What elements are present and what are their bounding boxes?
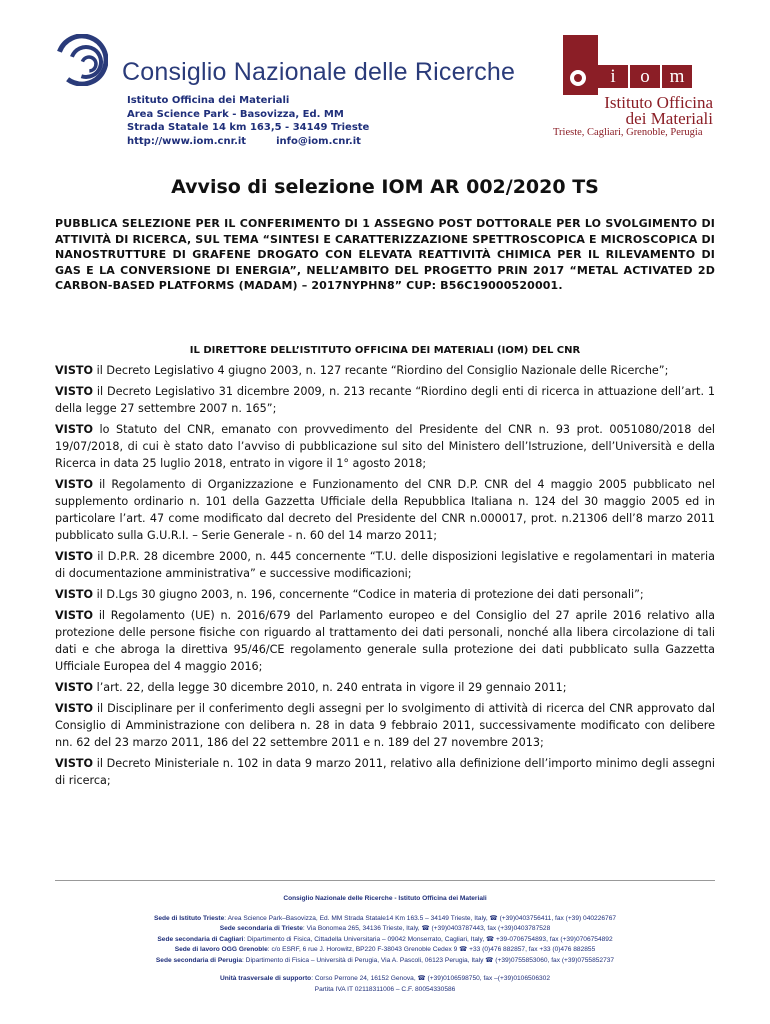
footer-line-label: Sede di Istituto Trieste xyxy=(153,914,225,922)
footer-line xyxy=(0,924,770,935)
footer-line-text: : Via Bonomea 265, 34136 Trieste, Italy, ☎ (+39)0403787443, fax (+39)0403787528 xyxy=(302,925,551,932)
director-heading: IL DIRETTORE DELL’ISTITUTO OFFICINA DEI MATERIALI (IOM) DEL CNR xyxy=(189,345,581,356)
visto-text: il Decreto Legislativo 4 giugno 2003, n. 127 recante “Riordino del Consiglio Nazionale delle Ricerche”; xyxy=(96,364,669,377)
footer-line-text: : c/o ESRF, 6 rue J. Horowitz, BP220 F-38043 Grenoble Cedex 9 ☎ +33 (0)476 882857, fax +33 (0)476 882855 xyxy=(267,946,596,953)
institute-address xyxy=(127,94,369,148)
footer-support-label: Unità trasversale di supporto xyxy=(219,975,312,982)
visto-keyword: VISTO xyxy=(55,681,94,694)
footer-heading: Consiglio Nazionale delle Ricerche - Istituto Officina dei Materiali xyxy=(283,895,487,902)
iom-logo-square xyxy=(563,35,598,95)
iom-name xyxy=(600,95,713,127)
visto-list xyxy=(55,362,715,793)
document-title: Avviso di selezione IOM AR 002/2020 TS xyxy=(171,176,599,198)
footer-vat: Partita IVA IT 02118311006 – C.F. 80054330586 xyxy=(314,985,456,993)
iom-letters xyxy=(598,65,692,88)
institute-area: Area Science Park - Basovizza, Ed. MM xyxy=(127,108,344,120)
visto-keyword: VISTO xyxy=(55,550,94,563)
cnr-name: Consiglio Nazionale delle Ricerche xyxy=(122,58,516,86)
footer-line-label: Sede secondaria di Trieste xyxy=(219,925,303,932)
visto-text: il Disciplinare per il conferimento degli assegni per lo svolgimento di attività di ricerca del CNR approvato dal Consiglio di Amministrazione con delibera n. 28 in data 9 febbraio 2011, successivamente modificato con delibere nn. 62 del 23 marzo 2011, 186 del 22 settembre 2011 e n. 189 del 27 novembre 2013; xyxy=(55,702,716,749)
iom-logo-dot-icon xyxy=(574,74,582,82)
visto-text: il Regolamento di Organizzazione e Funzionamento del CNR D.P. CNR del 4 maggio 2005 pubblicato nel supplemento ordinario n. 101 della Gazzetta Ufficiale della Repubblica Italiana n. 124 del 30 maggio 2005 ed in particolare l’art. 47 come modificato dal decreto del Presidente del CNR n.000017, prot. n.21306 dell’8 marzo 2011 pubblicato sulla G.U.R.I. – Serie Generale - n. 60 del 14 marzo 2011; xyxy=(55,478,715,542)
iom-letter-i: i xyxy=(598,65,628,88)
visto-text: lo Statuto del CNR, emanato con provvedimento del Presidente del CNR n. 93 prot. 0051080/2018 del 19/07/2018, di cui è stato dato l’avviso di pubblicazione sul sito del Ministero dell’Istruzione, dell’Università e della Ricerca in data 25 luglio 2018, entrato in vigore il 1° agosto 2018; xyxy=(55,423,715,470)
footer-line xyxy=(0,914,770,925)
visto-item xyxy=(55,755,715,789)
footer-line xyxy=(0,945,770,956)
iom-name-line1: Istituto Officina xyxy=(604,93,713,112)
visto-item xyxy=(55,421,715,472)
visto-text: il Decreto Ministeriale n. 102 in data 9 marzo 2011, relativo alla definizione dell’importo minimo degli assegni di ricerca; xyxy=(55,757,716,787)
visto-keyword: VISTO xyxy=(55,364,94,377)
visto-text: il Regolamento (UE) n. 2016/679 del Parlamento europeo e del Consiglio del 27 aprile 2016 relativo alla protezione delle persone fisiche con riguardo al trattamento dei dati personali, nonché alla libera circolazione di tali dati e che abroga la direttiva 95/46/CE regolamento generale sulla protezione dei dati pubblicato sulla Gazzetta Ufficiale Europea del 4 maggio 2016; xyxy=(55,609,716,673)
footer-line-text: : Dipartimento di Fisica – Università di Perugia, Via A. Pascoli, 06123 Perugia, Italy ☎ (+39)0755853060, fax (+39)0755852737 xyxy=(242,956,615,964)
visto-text: l’art. 22, della legge 30 dicembre 2010, n. 240 entrata in vigore il 29 gennaio 2011; xyxy=(96,681,567,694)
institute-name: Istituto Officina dei Materiali xyxy=(127,95,290,106)
visto-item xyxy=(55,383,715,417)
visto-keyword: VISTO xyxy=(55,702,94,715)
iom-name-line2: dei Materiali xyxy=(625,109,713,128)
visto-item xyxy=(55,548,715,582)
footer-line-label: Sede secondaria di Perugia xyxy=(155,956,243,964)
visto-keyword: VISTO xyxy=(55,588,94,601)
visto-item xyxy=(55,679,715,696)
footer-line-label: Sede di lavoro OGG Grenoble xyxy=(174,946,268,953)
institute-street: Strada Statale 14 km 163,5 - 34149 Trieste xyxy=(127,122,370,133)
iom-letter-m: m xyxy=(662,65,692,88)
footer-support xyxy=(0,974,770,985)
visto-keyword: VISTO xyxy=(55,478,94,491)
footer-line xyxy=(0,956,770,967)
visto-item xyxy=(55,607,715,675)
visto-item xyxy=(55,362,715,379)
iom-places: Trieste, Cagliari, Grenoble, Perugia xyxy=(553,127,703,138)
iom-letter-o: o xyxy=(630,65,660,88)
website-link[interactable]: http://www.iom.cnr.it xyxy=(127,135,247,147)
footer-line-text: : Dipartimento di Fisica, Cittadella Universitaria – 09042 Monserrato, Cagliari, Italy, ☎ +39-0706754893, fax (+39)0706754892 xyxy=(243,935,613,943)
footer xyxy=(0,894,770,995)
email-link[interactable]: info@iom.cnr.it xyxy=(276,135,361,147)
visto-text: il Decreto Legislativo 31 dicembre 2009, n. 213 recante “Riordino degli enti di ricerca in attuazione dell’art. 1 della legge 27 settembre 2007 n. 165”; xyxy=(55,385,715,415)
document-subject: PUBBLICA SELEZIONE PER IL CONFERIMENTO DI 1 ASSEGNO POST DOTTORALE PER LO SVOLGIMENTO DI ATTIVITÀ DI RICERCA, SUL TEMA “SINTESI E CARATTERIZZAZIONE SPETTROSCOPICA E MICROSCOPICA DI NANOSTRUTTURE DI GRAFENE DROGATO CON ELEVATA REATTIVITÀ CHIMICA PER IL RILEVAMENTO DI GAS E LA CONVERSIONE DI ENERGIA”, NELL’AMBITO DEL PROGETTO PRIN 2017 “METAL ACTIVATED 2D CARBON-BASED PLATFORMS (MADAM) – 2017NYPHN8” CUP: B56C19000520001. xyxy=(55,217,715,292)
footer-support-text: : Corso Perrone 24, 16152 Genova, ☎ (+39)0106598750, fax –(+39)0106506302 xyxy=(311,975,551,982)
visto-keyword: VISTO xyxy=(55,385,94,398)
visto-keyword: VISTO xyxy=(55,423,94,436)
footer-line xyxy=(0,935,770,946)
visto-text: il D.P.R. 28 dicembre 2000, n. 445 concernente “T.U. delle disposizioni legislative e regolamentari in materia di documentazione amministrativa” e successive modificazioni; xyxy=(55,550,715,580)
footer-divider xyxy=(55,880,715,881)
visto-keyword: VISTO xyxy=(55,757,94,770)
visto-item xyxy=(55,586,715,603)
iom-logo xyxy=(553,35,713,145)
footer-line-label: Sede secondaria di Cagliari xyxy=(157,935,244,943)
visto-keyword: VISTO xyxy=(55,609,94,622)
visto-text: il D.Lgs 30 giugno 2003, n. 196, concernente “Codice in materia di protezione dei dati personali”; xyxy=(96,588,644,601)
visto-item xyxy=(55,700,715,751)
visto-item xyxy=(55,476,715,544)
footer-line-text: : Area Science Park–Basovizza, Ed. MM Strada Statale14 Km 163.5 – 34149 Trieste, Italy, ☎ (+39)0403756411, fax (+39) 040226767 xyxy=(224,914,617,922)
cnr-logo-icon xyxy=(56,34,108,86)
